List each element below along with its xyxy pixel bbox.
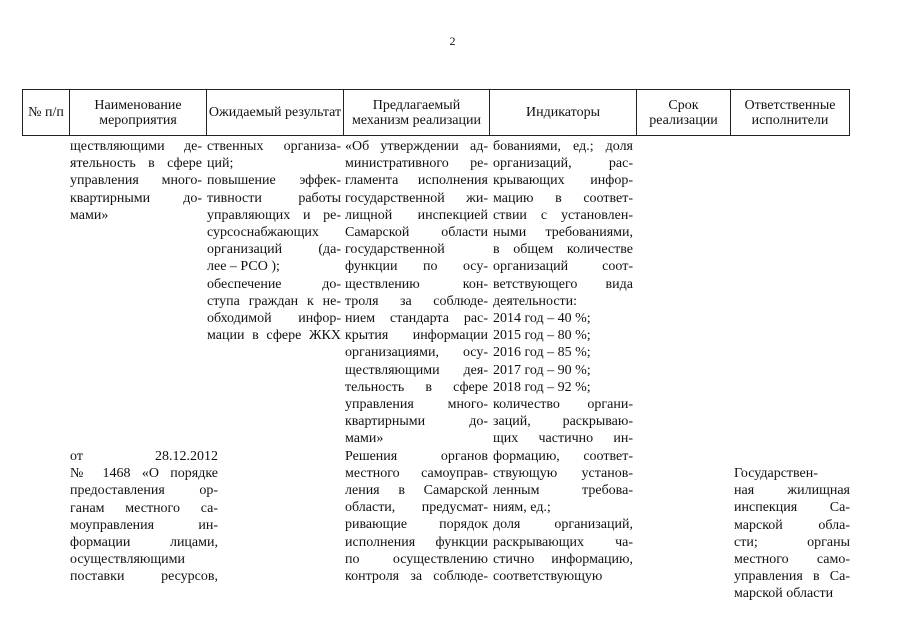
text-line: ственных организа-	[207, 139, 341, 154]
text-line: количество органи-	[493, 397, 633, 413]
text-line: повышение эффек-	[207, 173, 341, 189]
text-line: соответствующую	[493, 569, 603, 585]
text-line: ществлению кон-	[345, 276, 488, 292]
text-line: обеспечение до-	[207, 276, 341, 292]
text-line: инспекция Са-	[734, 500, 850, 516]
column-result	[207, 138, 341, 344]
text-line: ленным требова-	[493, 483, 633, 499]
text-line: тивности работы	[207, 190, 341, 206]
text-line: щих частично ин-	[493, 431, 633, 447]
column-indicators	[493, 138, 633, 585]
text-line: ления в Самарской	[345, 483, 488, 499]
text-line: деятельности:	[493, 293, 578, 309]
header-indicators-label: Индикаторы	[526, 105, 600, 120]
text-line: ществляющими дея-	[345, 362, 488, 378]
text-line: заций, раскрываю-	[493, 414, 633, 430]
text-line: местного самоуправ-	[345, 465, 488, 481]
text-line: поставки ресурсов,	[70, 569, 218, 585]
text-line: управляющих и ре-	[207, 207, 341, 223]
text-line: тельность в сфере	[345, 379, 488, 395]
text-line: лищной инспекцией	[345, 207, 488, 223]
text-line: сти; органы	[734, 534, 850, 550]
text-line: Решения органов	[345, 448, 488, 464]
text-line: управления много-	[70, 173, 202, 189]
text-line: моуправления ин-	[70, 517, 218, 533]
text-line: местного само-	[734, 552, 850, 568]
text-line: обходимой инфор-	[207, 311, 341, 327]
text-line: ствии с установлен-	[493, 207, 633, 223]
text-line: квартирными до-	[345, 414, 488, 430]
text-line: марской области	[734, 586, 834, 602]
text-line: осуществляющими	[70, 552, 185, 568]
header-deadline-label: Срок реализации	[649, 97, 718, 128]
text-line: исполнения функции	[345, 534, 488, 550]
text-line: организаций (да-	[207, 242, 341, 258]
text-line: формацию, соответ-	[493, 448, 633, 464]
text-line: организациями, осу-	[345, 345, 488, 361]
text-line: ступа граждан к не-	[207, 293, 341, 309]
text-line: ятельность в сфере	[70, 156, 202, 172]
text-line: ривающие порядок	[345, 517, 488, 533]
text-line: 2018 год – 92 %;	[493, 379, 591, 395]
text-line: министративного ре-	[345, 156, 488, 172]
column-responsible	[734, 465, 850, 603]
text-line: мами»	[345, 431, 384, 447]
text-line: сурсоснабжающих	[207, 225, 319, 241]
text-line: троля за соблюде-	[345, 293, 488, 309]
header-result	[206, 89, 344, 136]
header-name-label: Наименование мероприятия	[94, 97, 182, 128]
header-name	[69, 89, 207, 136]
text-line: в общем количестве	[493, 242, 633, 258]
text-line: от 28.12.2012	[70, 449, 218, 464]
text-line: по осуществлению	[345, 551, 488, 567]
text-line: Самарской области	[345, 225, 488, 241]
text-line: государственной жи-	[345, 190, 488, 206]
page-number: 2	[449, 34, 456, 48]
text-line: квартирными до-	[70, 190, 202, 206]
text-line: контроля за соблюде-	[345, 569, 488, 585]
column-name-top	[70, 138, 202, 224]
text-line: бованиями, ед.; доля	[493, 139, 633, 154]
header-responsible-label: Ответственные исполнители	[744, 97, 836, 128]
text-line: государственной	[345, 242, 445, 258]
text-line: ствующую установ-	[493, 465, 633, 481]
text-line: ными требованиями,	[493, 225, 633, 241]
header-num	[22, 89, 70, 136]
header-responsible	[730, 89, 850, 136]
text-line: ществляющими де-	[70, 139, 202, 154]
text-line: ветствующего вида	[493, 276, 633, 292]
text-line: 2014 год – 40 %;	[493, 311, 591, 327]
text-line: мации в сфере ЖКХ	[207, 328, 341, 344]
header-mechanism-label: Предлагаемый механизм реализации	[351, 97, 481, 128]
text-line: крывающих инфор-	[493, 173, 633, 189]
text-line: управления в Са-	[734, 569, 850, 585]
header-num-label: № п/п	[28, 105, 64, 120]
header-indicators	[489, 89, 637, 136]
text-line: ганам местного са-	[70, 500, 218, 516]
text-line: раскрывающих ча-	[493, 534, 633, 550]
text-line: «Об утверждении ад-	[345, 139, 488, 154]
text-line: организаций, рас-	[493, 156, 633, 172]
text-line: области, предусмат-	[345, 500, 488, 516]
text-line: лее – РСО );	[207, 259, 280, 275]
text-line: ная жилищная	[734, 483, 850, 499]
text-line: стично информацию,	[493, 551, 633, 567]
text-line: формации лицами,	[70, 535, 218, 551]
column-mechanism	[345, 138, 488, 585]
text-line: управления много-	[345, 397, 488, 413]
header-mechanism	[343, 89, 490, 136]
column-name-bottom	[70, 448, 218, 586]
text-line: функции по осу-	[345, 259, 488, 275]
text-line: гламента исполнения	[345, 173, 488, 189]
text-line: нием стандарта рас-	[345, 311, 488, 327]
text-line: мацию в соответ-	[493, 190, 633, 206]
text-line: крытия информации	[345, 328, 488, 344]
text-line: ниям, ед.;	[493, 500, 551, 516]
text-line: 2015 год – 80 %;	[493, 328, 591, 344]
text-line: организаций соот-	[493, 259, 633, 275]
text-line: 2016 год – 85 %;	[493, 345, 591, 361]
header-deadline	[636, 89, 731, 136]
text-line: ций;	[207, 156, 234, 172]
text-line: мами»	[70, 207, 109, 223]
text-line: Государствен-	[734, 466, 818, 481]
text-line: марской обла-	[734, 517, 850, 533]
header-result-label: Ожидаемый результат	[208, 105, 342, 120]
text-line: предоставления ор-	[70, 483, 218, 499]
text-line: доля организаций,	[493, 517, 633, 533]
text-line: 2017 год – 90 %;	[493, 362, 591, 378]
text-line: № 1468 «О порядке	[70, 466, 218, 482]
